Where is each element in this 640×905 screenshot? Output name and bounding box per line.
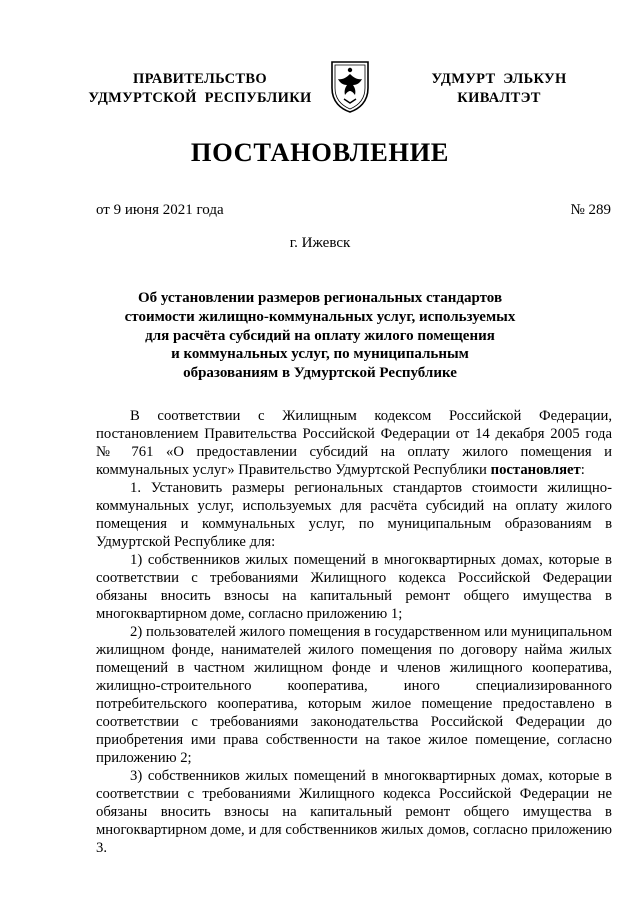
- item-1-paragraph: 1. Установить размеры региональных стандартов стоимости жилищно-коммунальных услуг, используемых для расчёта субсидий на оплату жилого помещения и коммунальных услуг, по муниципальным образованиям в Удмуртской Республике для:: [96, 480, 612, 550]
- subject-line: образованиям в Удмуртской Республике: [183, 365, 457, 382]
- header-left-line-1: ПРАВИТЕЛЬСТВО: [133, 71, 267, 87]
- preamble-end: :: [580, 462, 585, 478]
- document-body: [96, 407, 612, 857]
- header-left-line-2: УДМУРТСКОЙ РЕСПУБЛИКИ: [88, 90, 312, 106]
- document-city: г. Ижевск: [289, 235, 351, 251]
- subitem-1-paragraph: 1) собственников жилых помещений в многоквартирных домах, которые в соответствии с требованиями Жилищного кодекса Российской Федерации обязаны вносить взносы на капитальный ремонт общего имущества в многоквартирном доме, согласно приложению 1;: [96, 552, 612, 622]
- document-date: от 9 июня 2021 года: [96, 202, 224, 218]
- government-header-russian: [82, 70, 318, 108]
- subject-line: стоимости жилищно-коммунальных услуг, используемых: [124, 308, 516, 325]
- header-right-line-2: КИВАЛТЭТ: [457, 90, 541, 106]
- subject-line: для расчёта субсидий на оплату жилого помещения: [145, 327, 495, 344]
- subject-line: Об установлении размеров региональных стандартов: [137, 290, 503, 306]
- header-right-line-1: УДМУРТ ЭЛЬКУН: [431, 71, 567, 87]
- document-title: ПОСТАНОВЛЕНИЕ: [190, 137, 450, 167]
- subitem-2-paragraph: 2) пользователей жилого помещения в государственном или муниципальном жилищном фонде, нанимателей жилого помещения по договору найма жилых помещений в частном жилищном фонде и членов жилищного кооператива, жилищно-строительного кооператива, иного специализированного потребительского кооператива, которым жилое помещение предоставлено в соответствии с требованиями законодательства Российской Федерации до приобретения ими права собственности на такое жилое помещение, согласно приложению 2;: [96, 624, 612, 766]
- document-number: № 289: [570, 202, 611, 218]
- document-subject: [80, 289, 560, 383]
- resolution-keyword: постановляет: [490, 462, 581, 478]
- udmurt-coat-of-arms-icon: [328, 58, 372, 114]
- subitem-3-paragraph: 3) собственников жилых помещений в многоквартирных домах, которые в соответствии с требованиями Жилищного кодекса Российской Федерации не обязаны вносить взносы на капитальный ремонт общего имущества в многоквартирном доме, и для собственников жилых домов, согласно приложению 3.: [96, 768, 612, 856]
- preamble-paragraph: [96, 407, 612, 479]
- government-header-udmurt: [418, 70, 580, 108]
- preamble-text: В соответствии с Жилищным кодексом Российской Федерации, постановлением Правительства Российской Федерации от 14 декабря 2005 года № 761 «О предоставлении субсидий на оплату жилого помещения и коммунальных услуг» Правительство Удмуртской Республики: [96, 408, 612, 478]
- subject-line: и коммунальных услуг, по муниципальным: [171, 346, 469, 363]
